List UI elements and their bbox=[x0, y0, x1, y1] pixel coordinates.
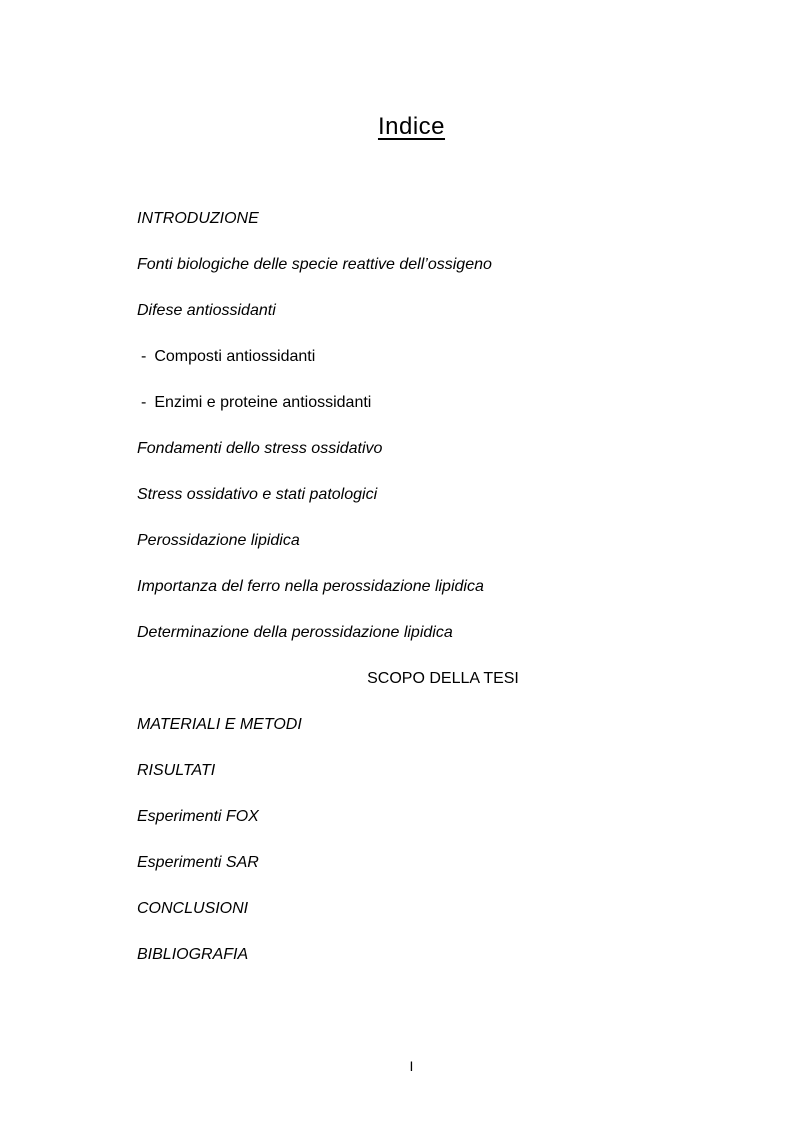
toc-item-conclusioni: CONCLUSIONI bbox=[137, 900, 249, 917]
toc-item-risultati: RISULTATI bbox=[137, 762, 216, 779]
toc-item-fondamenti-stress: Fondamenti dello stress ossidativo bbox=[137, 440, 383, 457]
toc-subitem-composti bbox=[137, 346, 697, 392]
toc-item-esperimenti-sar: Esperimenti SAR bbox=[137, 854, 259, 871]
toc-item-difese-antiossidanti: Difese antiossidanti bbox=[137, 302, 276, 319]
toc-item-esperimenti-fox: Esperimenti FOX bbox=[137, 808, 259, 825]
toc-item-materiali-metodi: MATERIALI E METODI bbox=[137, 716, 302, 733]
toc-item-fonti-biologiche: Fonti biologiche delle specie reattive dell’ossigeno bbox=[137, 256, 492, 273]
toc-item-introduzione: INTRODUZIONE bbox=[137, 210, 259, 227]
toc-subitem-label: Composti antiossidanti bbox=[154, 348, 316, 365]
toc-item-determinazione: Determinazione della perossidazione lipidica bbox=[137, 624, 453, 641]
toc-item-perossidazione-lipidica: Perossidazione lipidica bbox=[137, 532, 300, 549]
page-number: I bbox=[409, 1058, 414, 1074]
page-title: Indice bbox=[377, 113, 446, 140]
toc-item-stress-patologici: Stress ossidativo e stati patologici bbox=[137, 486, 378, 503]
toc-item-scopo-della-tesi: SCOPO DELLA TESI bbox=[367, 670, 519, 687]
bullet-dash: - bbox=[141, 394, 147, 411]
bullet-dash: - bbox=[141, 348, 147, 365]
toc-subitem-enzimi bbox=[137, 392, 697, 438]
toc-item-importanza-ferro: Importanza del ferro nella perossidazione lipidica bbox=[137, 578, 484, 595]
toc-item-bibliografia: BIBLIOGRAFIA bbox=[137, 946, 249, 963]
table-of-contents bbox=[137, 208, 697, 990]
toc-subitem-label: Enzimi e proteine antiossidanti bbox=[154, 394, 372, 411]
